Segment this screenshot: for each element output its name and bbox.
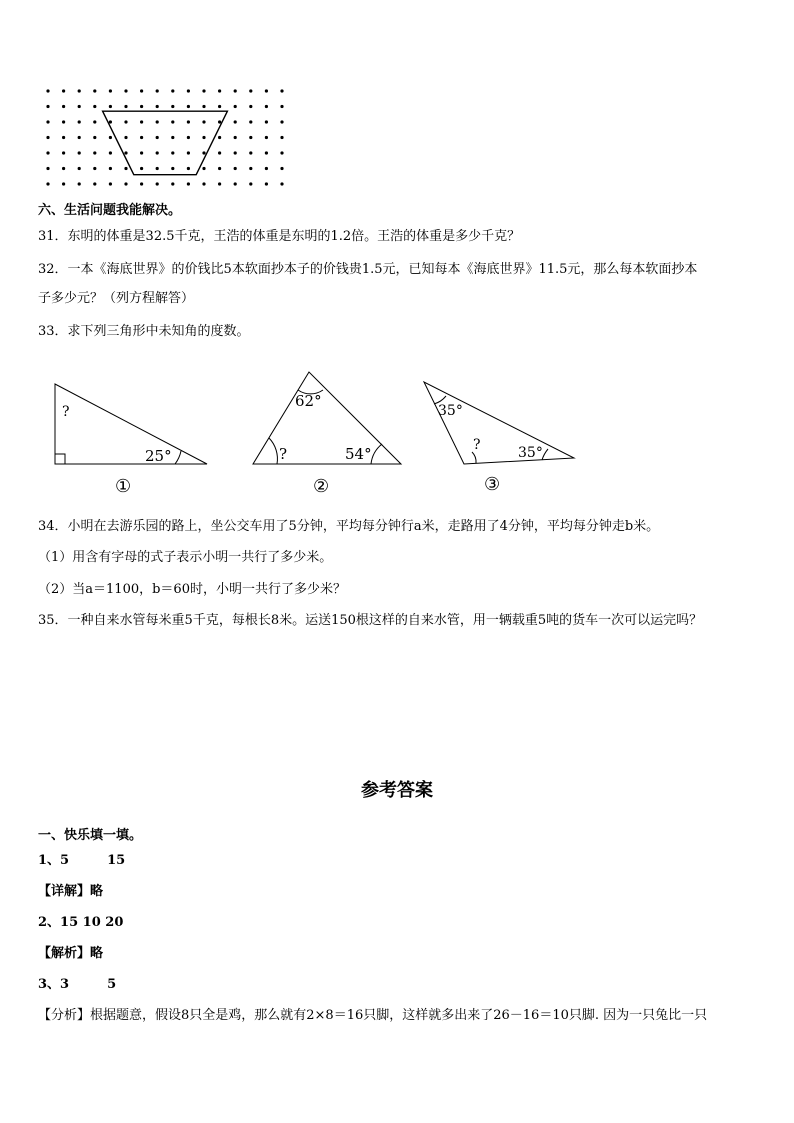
grid-dot (280, 182, 283, 185)
grid-dot (109, 89, 112, 92)
question-35: 35．一种自来水管每米重5千克，每根长8米。运送150根这样的自来水管，用一辆载重5吨的货车一次可以运完吗？ (38, 613, 703, 628)
grid-dot (93, 120, 96, 123)
grid-dot (265, 89, 268, 92)
grid-dot (234, 105, 237, 108)
grid-dot (124, 151, 127, 154)
grid-dot (171, 120, 174, 123)
grid-dot (93, 89, 96, 92)
grid-dot (109, 167, 112, 170)
grid-dot (124, 136, 127, 139)
grid-dot (234, 182, 237, 185)
grid-dot (62, 105, 65, 108)
grid-dot (187, 182, 190, 185)
grid-dot (234, 120, 237, 123)
grid-dot (156, 89, 159, 92)
grid-dot (218, 120, 221, 123)
answer-3-number: 3、3 (38, 977, 70, 992)
grid-dot (187, 167, 190, 170)
grid-dot (140, 167, 143, 170)
grid-dot (156, 136, 159, 139)
grid-dot (187, 151, 190, 154)
dot-grid-trapezoid-figure (40, 85, 300, 195)
grid-dot (78, 182, 81, 185)
answer-1-number: 1、5 (38, 853, 70, 868)
grid-dot (202, 120, 205, 123)
grid-dot (78, 167, 81, 170)
answer-1-detail: 【详解】略 (38, 884, 104, 899)
grid-dot (93, 105, 96, 108)
grid-dot (280, 120, 283, 123)
grid-dot (62, 182, 65, 185)
answers-title: 参考答案 (361, 780, 433, 801)
grid-dot (171, 182, 174, 185)
question-31: 31．东明的体重是32.5千克，王浩的体重是东明的1.2倍。王浩的体重是多少千克？ (38, 229, 521, 244)
grid-dot (234, 136, 237, 139)
grid-dot (249, 105, 252, 108)
grid-dot (140, 105, 143, 108)
grid-dot (171, 89, 174, 92)
grid-dot (265, 151, 268, 154)
grid-dot (234, 151, 237, 154)
grid-dot (171, 105, 174, 108)
section-six-heading: 六、生活问题我能解决。 (38, 203, 182, 218)
triangle-2-figure (245, 368, 405, 498)
answers-section-one-heading: 一、快乐填一填。 (38, 828, 143, 843)
grid-dot (187, 89, 190, 92)
grid-dot (156, 120, 159, 123)
grid-dot (62, 136, 65, 139)
grid-dot (249, 151, 252, 154)
grid-dot (187, 136, 190, 139)
grid-dot (187, 105, 190, 108)
grid-dot (171, 136, 174, 139)
grid-dot (156, 167, 159, 170)
grid-dot (202, 89, 205, 92)
grid-dot (280, 136, 283, 139)
question-32-line-1: 32．一本《海底世界》的价钱比5本软面抄本子的价钱贵1.5元，已知每本《海底世界》11.5元，那么每本软面抄本 (38, 262, 698, 277)
grid-dot (109, 136, 112, 139)
grid-dot (280, 89, 283, 92)
grid-dot (265, 182, 268, 185)
grid-dot (93, 136, 96, 139)
grid-dot (62, 167, 65, 170)
answer-3-second-value: 5 (107, 977, 117, 992)
answer-3 (38, 977, 116, 993)
grid-dot (218, 167, 221, 170)
grid-dot (249, 167, 252, 170)
grid-dot (78, 105, 81, 108)
grid-dot (140, 182, 143, 185)
grid-dot (46, 120, 49, 123)
grid-dot (218, 89, 221, 92)
grid-dot (218, 182, 221, 185)
grid-dot (93, 151, 96, 154)
grid-dot (46, 151, 49, 154)
grid-dot (140, 89, 143, 92)
answer-2-detail: 【解析】略 (38, 946, 104, 961)
grid-dot (156, 182, 159, 185)
grid-dot (249, 182, 252, 185)
grid-dot (202, 105, 205, 108)
grid-dot (78, 120, 81, 123)
grid-dot (265, 136, 268, 139)
answer-2: 2、15 10 20 (38, 915, 124, 930)
grid-dot (140, 136, 143, 139)
grid-dot (46, 89, 49, 92)
triangle-3-angle-35-right: 35° (518, 445, 543, 461)
grid-dot (202, 167, 205, 170)
grid-dot (202, 182, 205, 185)
grid-dot (218, 105, 221, 108)
answer-3-analysis: 【分析】根据题意，假设8只全是鸡，那么就有2×8＝16只脚，这样就多出来了26－16＝10只脚. 因为一只兔比一只 (38, 1008, 708, 1023)
grid-dot (124, 120, 127, 123)
grid-dot (93, 182, 96, 185)
grid-dot (46, 182, 49, 185)
grid-dot (249, 120, 252, 123)
grid-dot (202, 136, 205, 139)
grid-dot (156, 151, 159, 154)
triangle-2-angle-54: 54° (345, 445, 372, 463)
triangle-3-label: ③ (484, 474, 501, 495)
grid-dot (124, 182, 127, 185)
answer-1-second-value: 15 (107, 853, 126, 868)
grid-dot (109, 182, 112, 185)
grid-dot (109, 120, 112, 123)
triangle-2-label: ② (313, 476, 330, 497)
grid-dot (249, 136, 252, 139)
triangle-2-angle-62: 62° (295, 392, 322, 410)
grid-dot (234, 89, 237, 92)
grid-dot (249, 89, 252, 92)
grid-dot (234, 167, 237, 170)
triangle-3-angle-35-top: 35° (438, 403, 463, 419)
grid-dot (265, 105, 268, 108)
grid-dot (280, 105, 283, 108)
grid-dot (156, 105, 159, 108)
answer-1 (38, 853, 125, 869)
grid-dot (78, 151, 81, 154)
grid-dot (280, 167, 283, 170)
question-34: 34．小明在去游乐园的路上，坐公交车用了5分钟，平均每分钟行a米，走路用了4分钟，平均每分钟走b米。 (38, 519, 660, 534)
grid-dot (62, 89, 65, 92)
grid-dot (218, 151, 221, 154)
grid-dot (218, 136, 221, 139)
grid-dot (109, 105, 112, 108)
triangle-1-angle-25: 25° (145, 447, 172, 465)
grid-dot (46, 136, 49, 139)
triangle-1-unknown-angle: ? (62, 404, 70, 420)
question-32-line-2: 子多少元？（列方程解答） (38, 291, 195, 306)
grid-dot (171, 151, 174, 154)
grid-dot (140, 120, 143, 123)
grid-dot (124, 105, 127, 108)
question-34-part-2: （2）当a＝1100，b＝60时，小明一共行了多少米？ (38, 582, 346, 597)
grid-dot (93, 167, 96, 170)
grid-dot (124, 89, 127, 92)
grid-dot (202, 151, 205, 154)
question-33: 33．求下列三角形中未知角的度数。 (38, 324, 250, 339)
question-34-part-1: （1）用含有字母的式子表示小明一共行了多少米。 (38, 550, 333, 565)
grid-dot (62, 151, 65, 154)
triangle-1-label: ① (115, 476, 132, 497)
grid-dot (62, 120, 65, 123)
grid-dot (124, 167, 127, 170)
trapezoid-shape (103, 111, 228, 175)
grid-dot (265, 120, 268, 123)
grid-dot (171, 167, 174, 170)
grid-dot (280, 151, 283, 154)
grid-dot (78, 136, 81, 139)
grid-dot (140, 151, 143, 154)
grid-dot (109, 151, 112, 154)
grid-dot (46, 167, 49, 170)
grid-dot (265, 167, 268, 170)
triangle-3-unknown-angle: ? (473, 437, 481, 453)
grid-dot (78, 89, 81, 92)
grid-dot (187, 120, 190, 123)
grid-dot (46, 105, 49, 108)
triangle-2-unknown-angle: ? (279, 445, 288, 463)
triangle-1-figure (45, 380, 215, 500)
triangle-3-figure (418, 378, 588, 508)
